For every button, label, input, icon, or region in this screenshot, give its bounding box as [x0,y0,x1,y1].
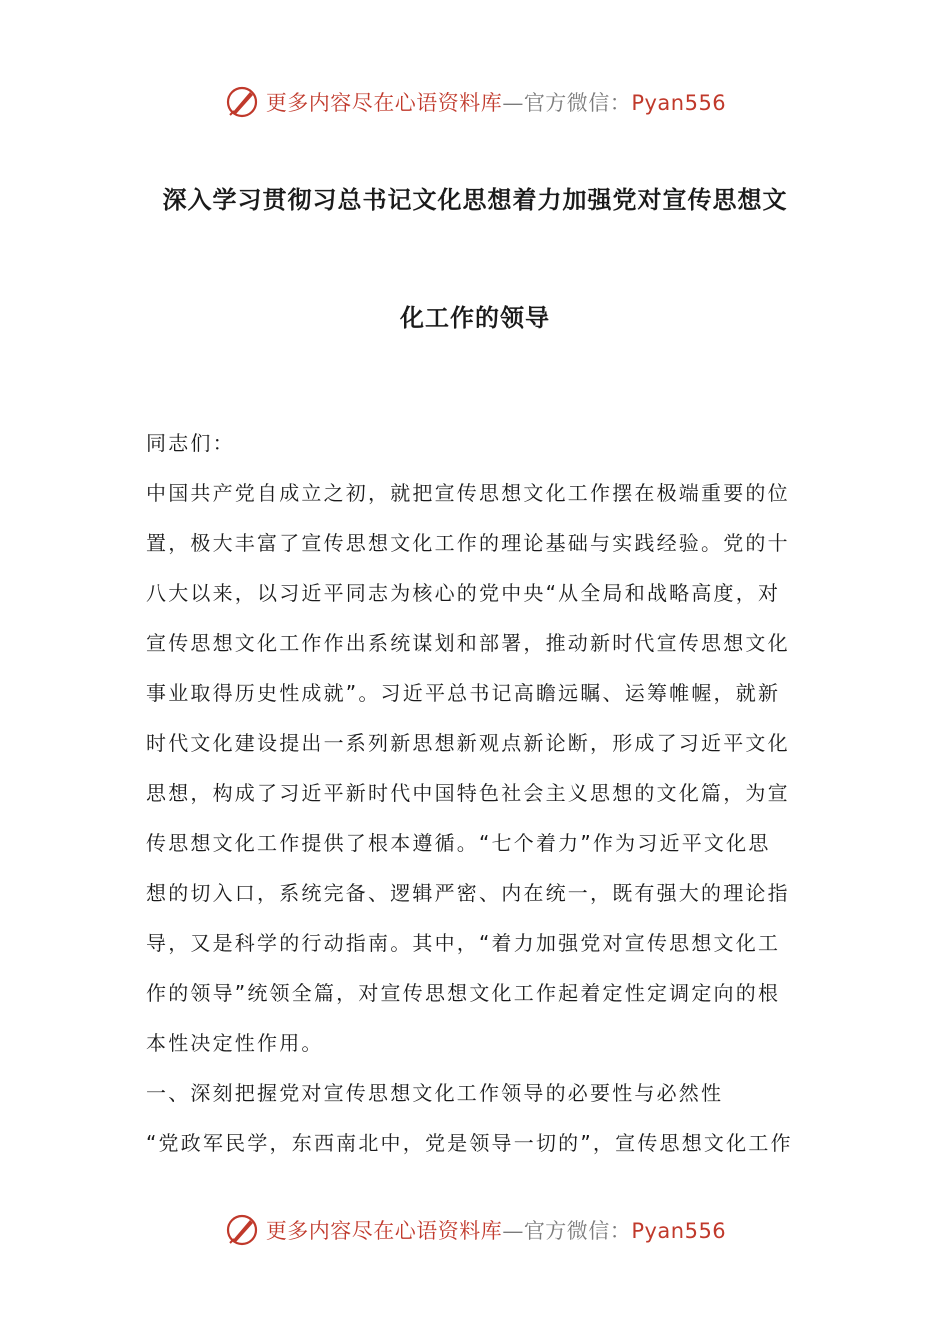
body-line: 思想，构成了习近平新时代中国特色社会主义思想的文化篇，为宣 [146,781,790,805]
body-line: 想的切入口，系统完备、逻辑严密、内在统一，既有强大的理论指 [146,881,790,905]
banner-wechat-label: 官方微信： [523,91,632,115]
body-line: 中国共产党自成立之初，就把宣传思想文化工作摆在极端重要的位 [146,481,790,505]
body-line: 传思想文化工作提供了根本遵循。“七个着力”作为习近平文化思 [146,831,771,855]
document-title-line-2: 化工作的领导 [400,304,550,332]
banner-text [266,1215,726,1245]
banner-site-text: 更多内容尽在心语资料库 [265,91,503,115]
body-line: 置，极大丰富了宣传思想文化工作的理论基础与实践经验。党的十 [146,531,790,555]
header-banner [0,80,950,124]
banner-dash: — [502,1219,524,1243]
body-line: 作的领导”统领全篇，对宣传思想文化工作起着定性定调定向的根 [146,981,781,1005]
body-line: 八大以来，以习近平同志为核心的党中央“从全局和战略高度，对 [146,581,781,605]
body-line: “党政军民学，东西南北中，党是领导一切的”，宣传思想文化工作 [146,1131,793,1155]
banner-wechat-label: 官方微信： [523,1219,632,1243]
banner-text [266,87,726,117]
banner-dash: — [502,91,524,115]
document-title-line-1: 深入学习贯彻习总书记文化思想着力加强党对宣传思想文 [162,186,788,214]
quill-pen-logo-icon [224,84,260,120]
body-line: 导，又是科学的行动指南。其中，“着力加强党对宣传思想文化工 [146,931,781,955]
banner-site-text: 更多内容尽在心语资料库 [265,1219,503,1243]
banner-wechat-id: Pyan556 [631,1219,727,1243]
body-line: 宣传思想文化工作作出系统谋划和部署，推动新时代宣传思想文化 [146,631,790,655]
footer-banner [0,1208,950,1252]
body-line: 事业取得历史性成就”。习近平总书记高瞻远瞩、运筹帷幄，就新 [146,681,781,705]
section-heading: 一、深刻把握党对宣传思想文化工作领导的必要性与必然性 [146,1081,724,1105]
salutation: 同志们： [146,431,235,455]
document-body [146,418,806,1168]
body-line: 本性决定性作用。 [146,1031,324,1055]
quill-pen-logo-icon [224,1212,260,1248]
body-line: 时代文化建设提出一系列新思想新观点新论断，形成了习近平文化 [146,731,790,755]
banner-wechat-id: Pyan556 [631,91,727,115]
